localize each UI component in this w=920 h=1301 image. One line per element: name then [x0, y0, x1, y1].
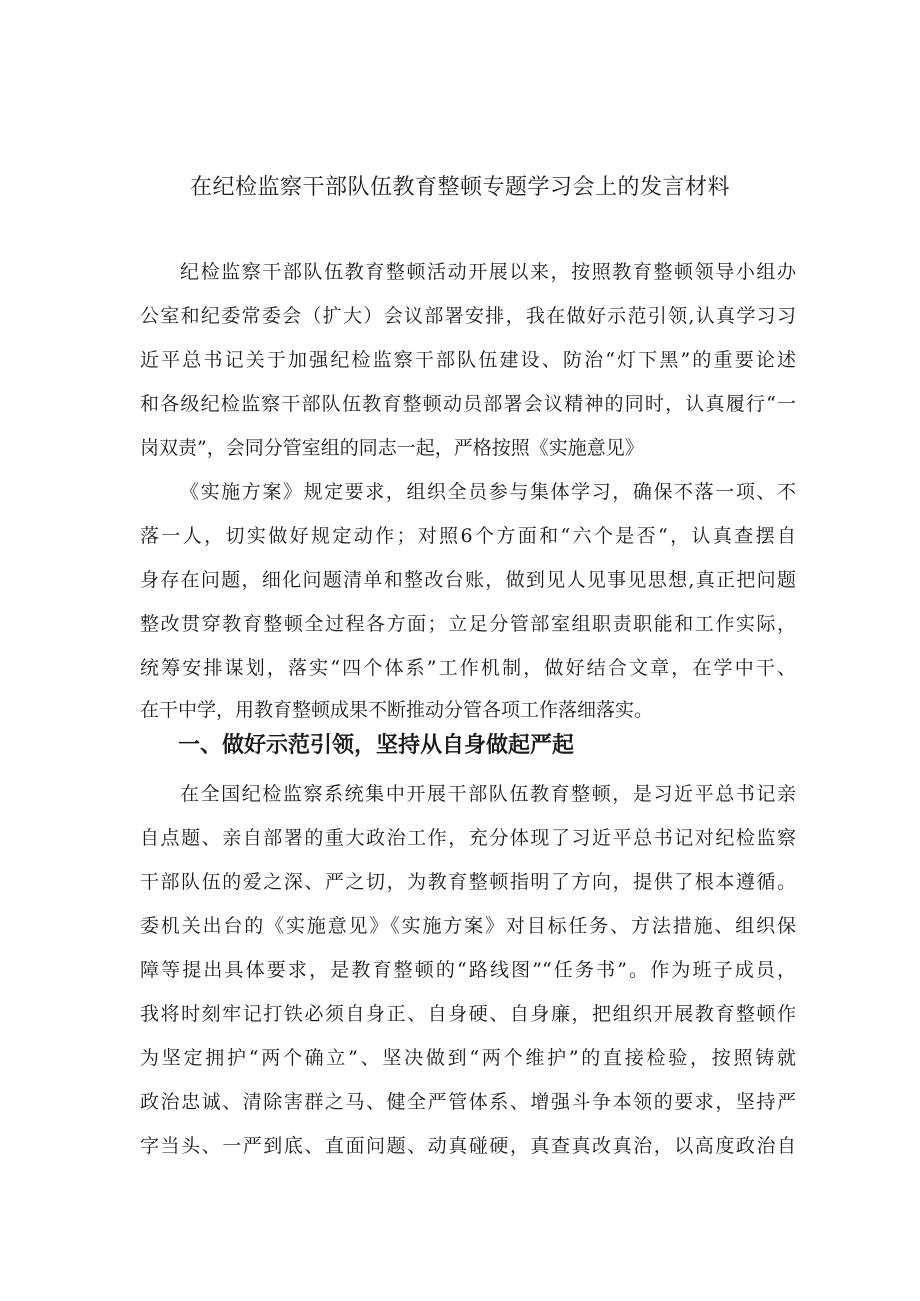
section-heading: 一、做好示范引领，坚持从自身做起严起	[178, 733, 575, 758]
text-line: 字当头、一严到底、直面问题、动真碰硬，真查真改真治，以高度政治自	[140, 1135, 796, 1157]
text-line: 我将时刻牢记打铁必须自身正、自身硬、自身廉，把组织开展教育整顿作	[140, 1003, 796, 1025]
text-line: 《实施方案》规定要求，组织全员参与集体学习，确保不落一项、不	[180, 481, 796, 503]
text-line: 纪检监察干部队伍教育整顿活动开展以来，按照教育整顿领导小组办	[180, 261, 796, 283]
text-line: 在干中学，用教育整顿成果不断推动分管各项工作落细落实。	[140, 699, 654, 721]
text-line: 委机关出台的《实施意见》《实施方案》对目标任务、方法措施、组织保	[140, 915, 796, 937]
text-line: 近平总书记关于加强纪检监察干部队伍建设、防治“灯下黑”的重要论述	[140, 349, 796, 371]
text-line: 身存在问题，细化问题清单和整改台账，做到见人见事见思想,真正把问题	[140, 569, 796, 591]
text-line: 整改贯穿教育整顿全过程各方面；立足分管部室组职责职能和工作实际，	[140, 613, 796, 635]
text-line: 公室和纪委常委会（扩大）会议部署安排，我在做好示范引领,认真学习习	[140, 305, 796, 327]
text-line: 为坚定拥护“两个确立”、坚决做到“两个维护”的直接检验，按照铸就	[140, 1047, 796, 1069]
text-line: 岗双责”，会同分管室组的同志一起，严格按照《实施意见》	[140, 437, 644, 459]
text-line: 政治忠诚、清除害群之马、健全严管体系、增强斗争本领的要求，坚持严	[140, 1091, 796, 1113]
text-line: 障等提出具体要求，是教育整顿的“路线图”“任务书”。作为班子成员，	[140, 959, 796, 981]
text-line: 干部队伍的爱之深、严之切，为教育整顿指明了方向，提供了根本遵循。	[140, 871, 796, 893]
text-line: 在全国纪检监察系统集中开展干部队伍教育整顿，是习近平总书记亲	[180, 783, 796, 805]
text-line: 统筹安排谋划，落实“四个体系”工作机制，做好结合文章，在学中干、	[140, 657, 796, 679]
text-line: 落一人，切实做好规定动作；对照6个方面和“六个是否“，认真查摆自	[140, 525, 796, 547]
document-title: 在纪检监察干部队伍教育整顿专题学习会上的发言材料	[189, 175, 730, 200]
text-line: 和各级纪检监察干部队伍教育整顿动员部署会议精神的同时，认真履行“一	[140, 393, 796, 415]
text-line: 自点题、亲自部署的重大政治工作，充分体现了习近平总书记对纪检监察	[140, 827, 796, 849]
